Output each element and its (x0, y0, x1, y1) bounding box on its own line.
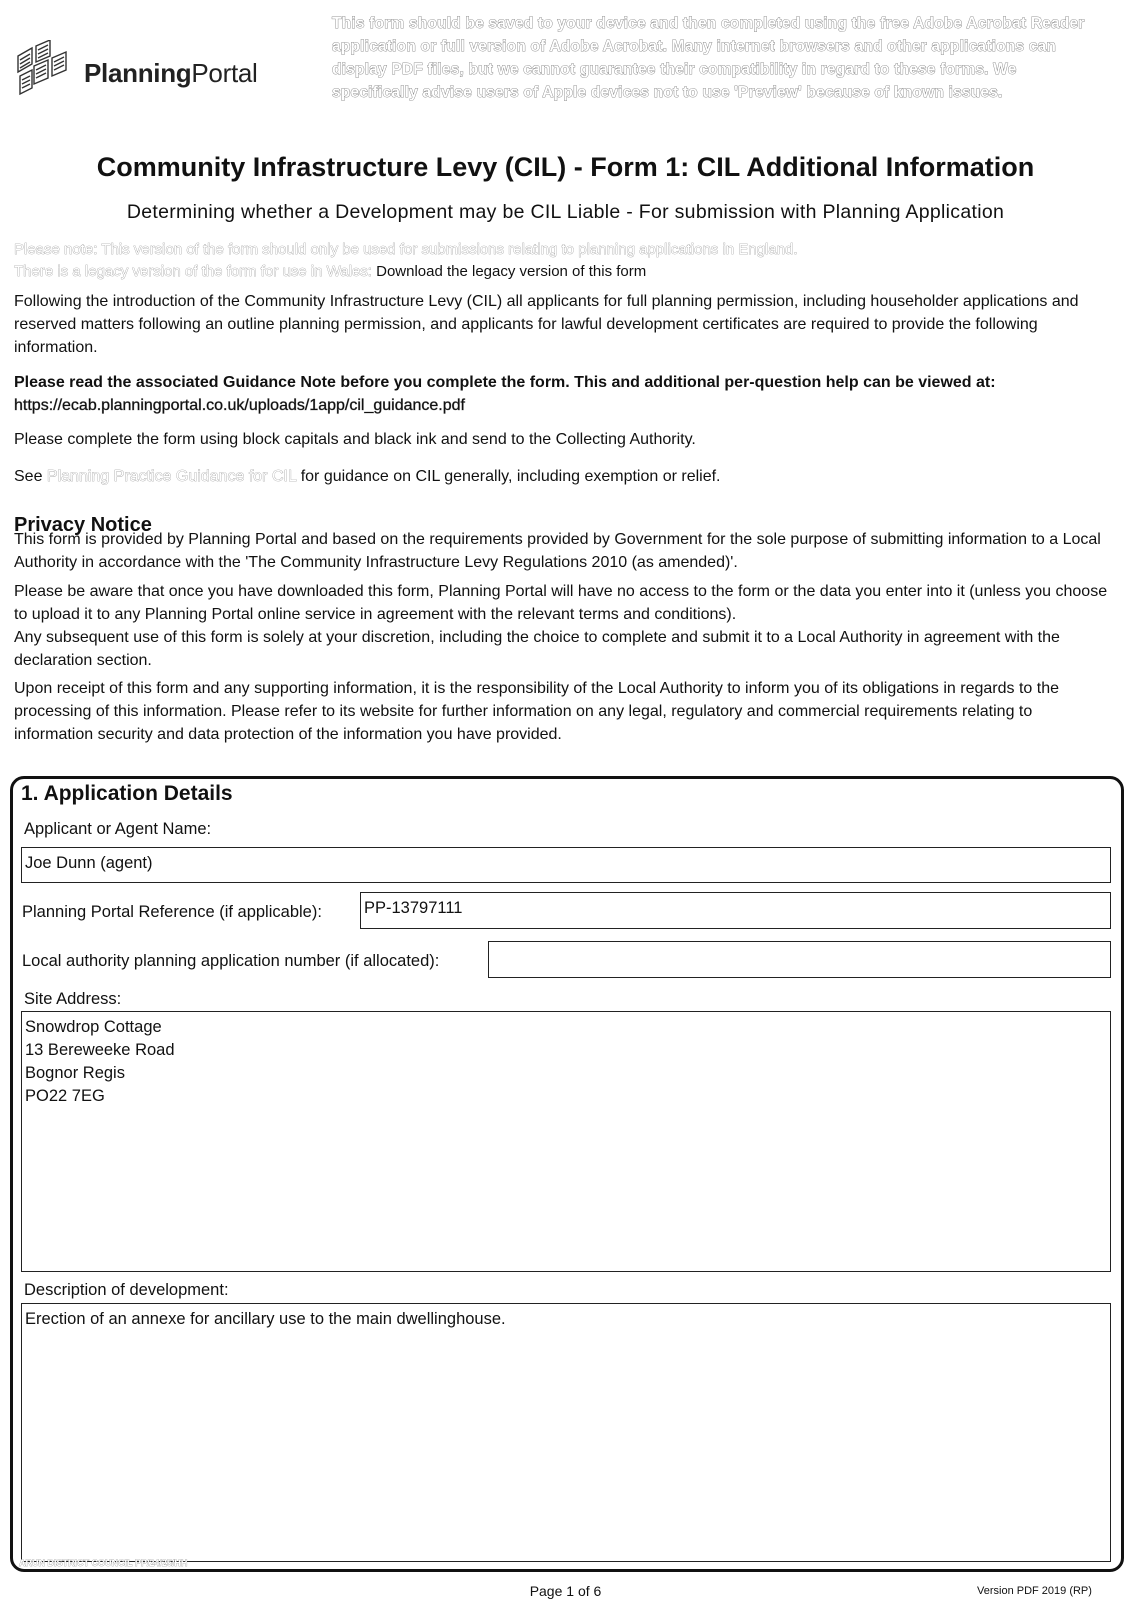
description-field[interactable]: Erection of an annexe for ancillary use to the main dwellinghouse. (21, 1303, 1111, 1562)
please-note-line1: Please note: This version of the form should only be used for submissions relating to planning applications in England. (14, 241, 798, 258)
planning-portal-reference-field[interactable]: PP-13797111 (360, 892, 1111, 929)
block-capitals-instruction: Please complete the form using block capitals and black ink and send to the Collecting Authority. (14, 431, 696, 448)
applicant-name-field[interactable]: Joe Dunn (agent) (21, 847, 1111, 883)
site-address-field[interactable]: Snowdrop Cottage 13 Bereweeke Road Bognor Regis PO22 7EG (21, 1011, 1111, 1272)
section-1-title: 1. Application Details (21, 782, 233, 805)
privacy-paragraph-2a: Please be aware that once you have downloaded this form, Planning Portal will have no access to the form or the data you enter into it (unless you choose to upload it to any Planning Portal online service in agreement with the relevant terms and conditions). (14, 583, 1108, 623)
see-suffix: for guidance on CIL generally, including exemption or relief. (300, 468, 721, 485)
council-stamp: ARUN DISTRICT COUNCIL PP/24/25/HH (19, 1558, 188, 1568)
adobe-notice: This form should be saved to your device and then completed using the free Adobe Acrobat Reader application or full version of Adobe Acrobat. Many internet browsers and other applications can display PDF files, but we cannot guarantee their compatibility in regard to these forms. We specifically advise users of Apple devices not to use 'Preview' because of known issues. (332, 15, 1085, 101)
la-application-number-field[interactable] (488, 941, 1111, 978)
intro-paragraph: Following the introduction of the Community Infrastructure Levy (CIL) all applicants for full planning permission, including householder applications and reserved matters following an outline planning permission, and applicants for lawful development certificates are required to provide the following information. (14, 293, 1079, 356)
privacy-paragraph-3: Upon receipt of this form and any supporting information, it is the responsibility of the Local Authority to inform you of its obligations in regards to the processing of this information. Please refer to its website for further information on any legal, regulatory and commercial requirements relating to information security and data protection of the information you have provided. (14, 680, 1059, 743)
page-title: Community Infrastructure Levy (CIL) - Form 1: CIL Additional Information (96, 152, 1035, 182)
privacy-paragraph-2b: Any subsequent use of this form is solely at your discretion, including the choice to complete and submit it to a Local Authority in agreement with the declaration section. (14, 629, 1060, 669)
planning-portal-logo-icon (14, 40, 76, 96)
privacy-paragraph-1: This form is provided by Planning Portal and based on the requirements provided by Government for the sole purpose of submitting information to a Local Authority in accordance with the 'The Community Infrastructure Levy Regulations 2010 (as amended)'. (14, 531, 1101, 571)
page-subtitle: Determining whether a Development may be CIL Liable - For submission with Planning Application (126, 201, 1005, 223)
planning-portal-reference-label: Planning Portal Reference (if applicable): (22, 903, 322, 921)
logo-wordmark (84, 58, 258, 89)
logo-text-bold: Planning (84, 58, 192, 88)
logo-text-light: Portal (191, 58, 258, 88)
la-application-number-label: Local authority planning application number (if allocated): (22, 952, 440, 970)
cil-guidance-link[interactable]: Planning Practice Guidance for CIL (46, 468, 297, 485)
page-number: Page 1 of 6 (529, 1583, 602, 1599)
guidance-note: Please read the associated Guidance Note before you complete the form. This and additional per-question help can be viewed at: (14, 374, 996, 391)
please-note-line2-row (14, 261, 1104, 283)
please-note (14, 239, 1104, 283)
version-label: Version PDF 2019 (RP) (977, 1585, 1092, 1597)
see-guidance-row (14, 465, 1110, 488)
please-note-line2: There is a legacy version of the form for use in Wales: (14, 263, 372, 280)
guidance-url-link[interactable]: https://ecab.planningportal.co.uk/uploads/1app/cil_guidance.pdf (14, 397, 465, 414)
applicant-name-label: Applicant or Agent Name: (24, 820, 212, 838)
download-legacy-link[interactable]: Download the legacy version of this form (376, 263, 647, 280)
description-label: Description of development: (24, 1281, 229, 1299)
site-address-label: Site Address: (24, 990, 122, 1008)
planning-portal-logo (14, 40, 284, 96)
privacy-heading: Privacy Notice (14, 514, 152, 536)
see-prefix: See (14, 468, 43, 485)
